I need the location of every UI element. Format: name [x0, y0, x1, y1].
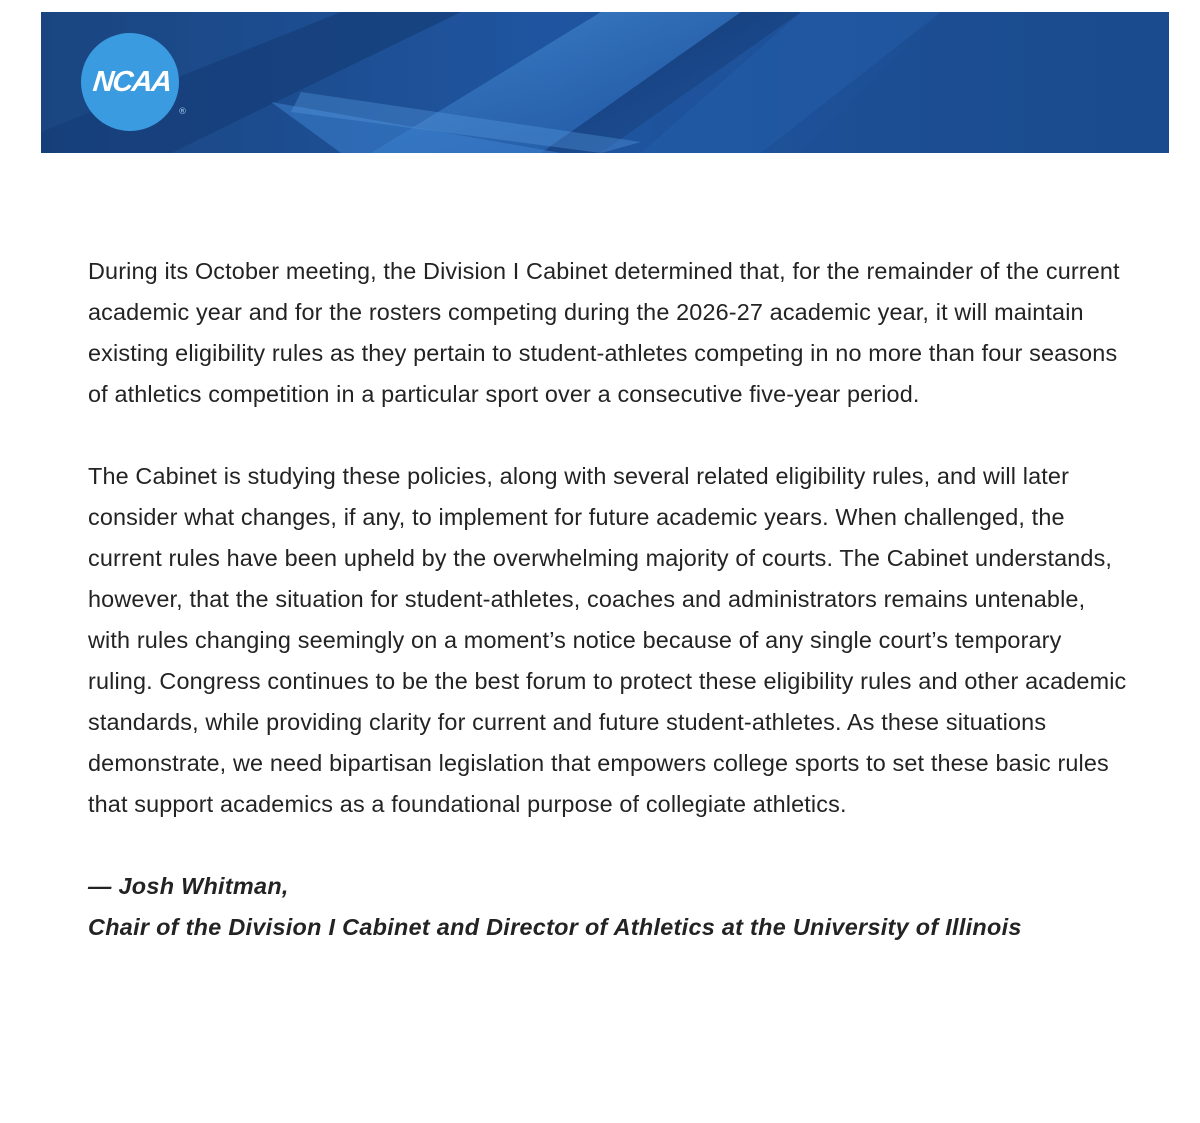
- registered-mark: ®: [178, 107, 187, 117]
- statement-body: [88, 251, 1128, 948]
- attribution-title: Chair of the Division I Cabinet and Director of Athletics at the University of Illinois: [88, 914, 1022, 940]
- header-banner: [41, 12, 1169, 153]
- statement-paragraph: During its October meeting, the Division I Cabinet determined that, for the remainder of the current academic year and for the rosters competing during the 2026-27 academic year, it will maintain existing eligibility rules as they pertain to student-athletes competing in no more than four seasons of athletics competition in a particular sport over a consecutive five-year period.: [88, 258, 1120, 407]
- banner-background: [41, 12, 1169, 153]
- attribution-name: — Josh Whitman,: [88, 873, 289, 899]
- attribution: [88, 866, 1128, 948]
- statement-paragraph: The Cabinet is studying these policies, along with several related eligibility rules, and will later consider what changes, if any, to implement for future academic years. When challenged, the current rules have been upheld by the overwhelming majority of courts. The Cabinet understands, however, that the situation for student-athletes, coaches and administrators remains untenable, with rules changing seemingly on a moment’s notice because of any single court’s temporary ruling. Congress continues to be the best forum to protect these eligibility rules and other academic standards, while providing clarity for current and future student-athletes. As these situations demonstrate, we need bipartisan legislation that empowers college sports to set these basic rules that support academics as a foundational purpose of collegiate athletics.: [88, 463, 1127, 817]
- ncaa-logo: [81, 33, 179, 131]
- logo-text: NCAA: [91, 65, 173, 98]
